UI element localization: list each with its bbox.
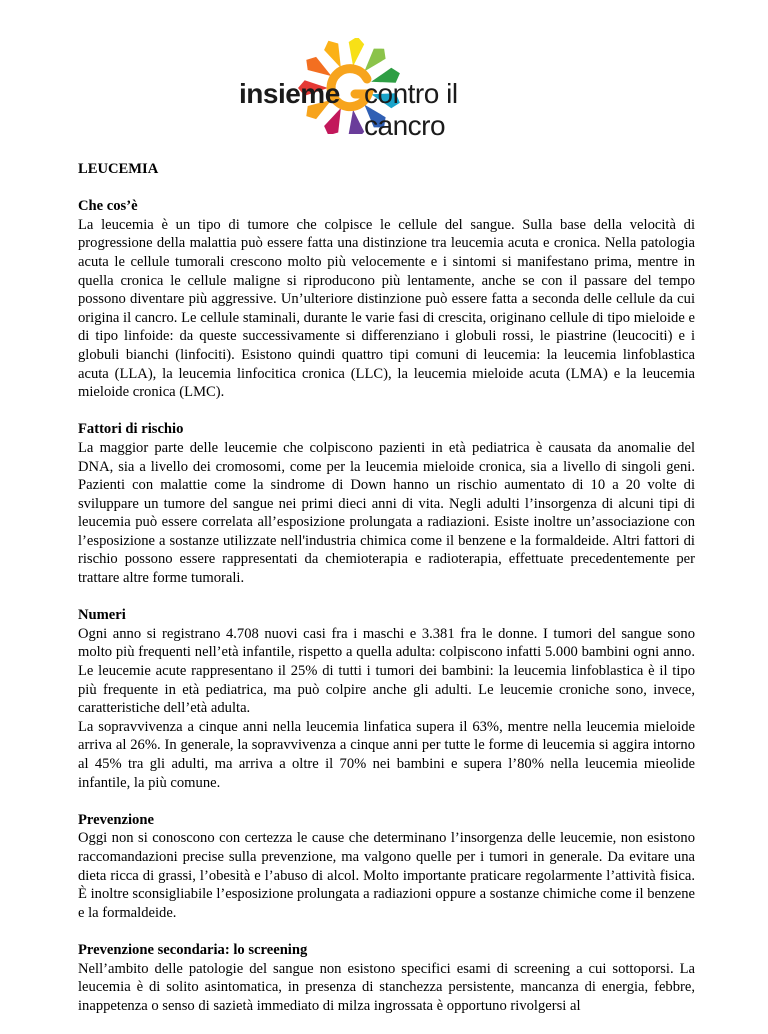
section-fattori-di-rischio xyxy=(78,420,695,587)
logo-word-contro-il-cancro: contro il cancro xyxy=(364,78,458,141)
section-heading: Prevenzione secondaria: lo screening xyxy=(78,941,308,958)
section-heading: Prevenzione xyxy=(78,811,154,828)
section-heading: Che cos’è xyxy=(78,198,138,215)
logo-petal xyxy=(324,41,341,68)
logo-petal xyxy=(349,110,365,134)
section-paragraph: La leucemia è un tipo di tumore che colpisce le cellule del sangue. Sulla base della velocità di progressione della malattia può essere fatta una distinzione tra leucemia acuta e cronica. Nella patologia acuta le cellule tumorali crescono molto più velocemente e i sintomi si manifestano prima, mentre in quella cronica le cellule maligne si riproducono più lentamente, anche se con il passare del tempo possono diventare più aggressive. Un’ulteriore distinzione può essere fatta a seconda delle cellule da cui origina il cancro. Le cellule staminali, durante le varie fasi di crescita, originano cellule di tipo mieloide e di tipo linfoide: da queste successivamente si differenziano i globuli rossi, le piastrine (leucociti) e i globuli bianchi (linfociti). Esistono quindi quattro tipi comuni di leucemia: la leucemia linfoblastica acuta (LLA), la leucemia linfocitica cronica (LLC), la leucemia mieloide acuta (LMA) e la leucemia mieloide cronica (LMC). xyxy=(78,216,695,401)
section-paragraph: Oggi non si conoscono con certezza le cause che determinano l’insorgenza delle leucemie, non esistono raccomandazioni precise sulla prevenzione, ma valgono quelle per i tumori in generale. Da evitare una dieta ricca di grassi, l’obesità e l’abuso di alcol. Molto importante praticare regolarmente l’attività fisica. È inoltre sconsigliabile l’esposizione prolungata a radiazioni oppure a sostanze chimiche come il benzene e la formaldeide. xyxy=(78,830,695,921)
section-heading: Fattori di rischio xyxy=(78,421,184,438)
document-title: LEUCEMIA xyxy=(78,161,159,177)
section-numeri xyxy=(78,606,695,792)
logo-word-insieme: insieme xyxy=(239,78,340,109)
logo-petal xyxy=(306,57,331,76)
logo-petal xyxy=(364,49,385,72)
section-che-cose xyxy=(78,197,695,402)
section-prevenzione-secondaria xyxy=(78,941,695,1015)
logo-petal xyxy=(324,108,341,134)
section-paragraph: Ogni anno si registrano 4.708 nuovi casi fra i maschi e 3.381 fra le donne. I tumori del sangue sono molto più frequenti nell’età infantile, rispetto a quella adulta: colpiscono infatti 5.000 bambini ogni anno. Le leucemie acute rappresentano il 25% di tutti i tumori dei bambini: la leucemia linfoblastica è il tipo più frequente in età pediatrica, ma può colpire anche gli adulti. Le leucemie croniche sono, invece, caratteristiche dell’età adulta. xyxy=(78,625,695,717)
logo-petal xyxy=(349,38,365,66)
insieme-contro-il-cancro-logo xyxy=(232,38,532,141)
section-heading: Numeri xyxy=(78,607,126,624)
document-body xyxy=(78,160,695,1034)
section-prevenzione xyxy=(78,811,695,923)
section-paragraph: La sopravvivenza a cinque anni nella leucemia linfatica supera il 63%, mentre nella leucemia mieloide arriva al 26%. In generale, la sopravvivenza a cinque anni per tutte le forme di leucemia si aggira intorno al 45% tra gli adulti, ma arriva a oltre il 70% nei bambini e supera l’80% nella leucemia mieolide infantile, la più comune. xyxy=(78,718,695,791)
section-paragraph: La maggior parte delle leucemie che colpiscono pazienti in età pediatrica è causata da anomalie del DNA, sia a livello dei cromosomi, come per la leucemia mieloide cronica, sia a livello di singoli geni. Pazienti con malattie come la sindrome di Down hanno un rischio aumentato di 10 a 20 volte di sviluppare un tumore del sangue nei primi dieci anni di vita. Negli adulti l’insorgenza di alcuni tipi di leucemia può essere correlata all’esposizione prolungata a radiazioni. Esiste inoltre un’associazione con l’esposizione a sostanze utilizzate nell'industria chimica come il benzene e la formaldeide. Altri fattori di rischio possono essere rappresentati da chemioterapia e radioterapia, effettuate precedentemente per trattare altre forme tumorali. xyxy=(78,439,695,587)
section-paragraph: Nell’ambito delle patologie del sangue non esistono specifici esami di screening a cui sottoporsi. La leucemia è di solito asintomatica, in presenza di stanchezza persistente, mancanza di energia, febbre, inappetenza o senso di sazietà immediato di milza ingrossata è opportuno rivolgersi al xyxy=(78,960,695,1014)
